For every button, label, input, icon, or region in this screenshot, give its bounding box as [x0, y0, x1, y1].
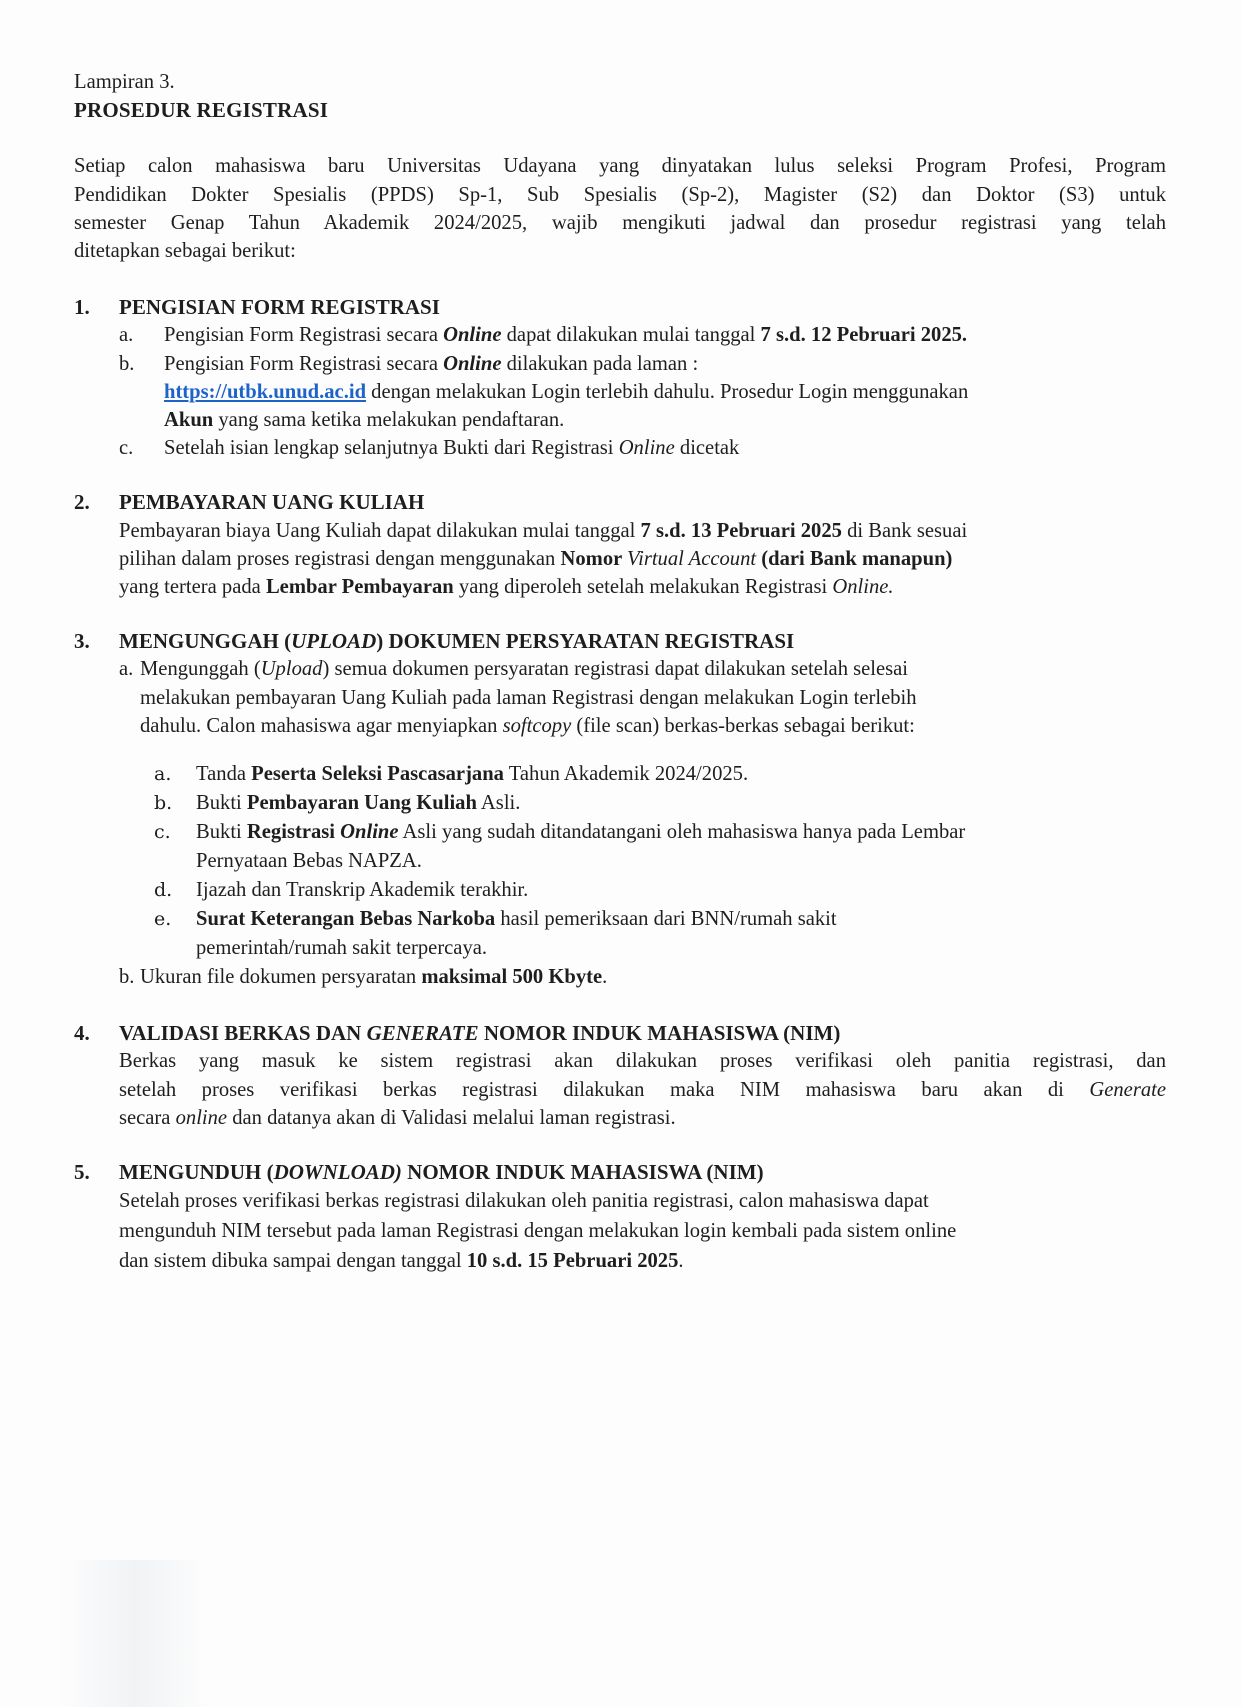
text: secara: [119, 1106, 176, 1129]
section-number: 3.: [74, 629, 90, 654]
text: ) semua dokumen persyaratan registrasi dapat dilakukan setelah selesai: [322, 658, 909, 681]
text: MENGUNGGAH (: [119, 629, 292, 654]
section-heading: [74, 1158, 1166, 1186]
sub-item-label: b.: [119, 966, 135, 989]
sub-item: [74, 655, 1166, 740]
date-range: 7 s.d. 13 Pebruari 2025: [640, 519, 842, 542]
section-body: [74, 1047, 1166, 1132]
text: Pembayaran biaya Uang Kuliah dapat dilakukan mulai tanggal: [119, 519, 641, 542]
section-4: [74, 1019, 1166, 1132]
text-bold: Registrasi: [246, 821, 341, 844]
text: NOMOR INDUK MAHASISWA (NIM): [478, 1021, 841, 1046]
text-bold: Peserta Seleksi Pascasarjana: [251, 763, 504, 786]
text: ) DOKUMEN PERSYARATAN REGISTRASI: [376, 629, 795, 654]
text: mengunduh NIM tersebut pada laman Registrasi dengan melakukan login kembali pada sistem online: [119, 1220, 957, 1243]
section-number: 4.: [74, 1021, 90, 1046]
list-item: [74, 760, 1166, 789]
sub-item-label: b.: [119, 352, 135, 375]
text: Berkas yang masuk ke sistem registrasi akan dilakukan proses verifikasi oleh panitia registrasi, dan: [119, 1050, 1166, 1073]
text: VALIDASI BERKAS DAN: [119, 1021, 367, 1046]
text-italic: Upload: [260, 658, 323, 681]
list-item: [74, 876, 1166, 905]
text: NOMOR INDUK MAHASISWA (NIM): [401, 1160, 764, 1185]
intro-line: Setiap calon mahasiswa baru Universitas Udayana yang dinyatakan lulus seleksi Program Profesi, Program: [74, 155, 1166, 178]
registration-link[interactable]: https://utbk.unud.ac.id: [164, 380, 367, 403]
text: Tahun Akademik 2024/2025.: [503, 763, 749, 786]
list-item-label: a.: [154, 763, 172, 786]
list-item-label: d.: [154, 879, 173, 902]
list-item-label: b.: [154, 792, 173, 815]
section-title: [119, 1021, 840, 1045]
text: MENGUNDUH (: [119, 1160, 274, 1185]
text-italic: DOWNLOAD): [273, 1160, 402, 1185]
text-bold: Lembar Pembayaran: [265, 576, 454, 599]
document-title: PROSEDUR REGISTRASI: [74, 98, 329, 123]
text: dengan melakukan Login terlebih dahulu. Prosedur Login menggunakan: [366, 380, 969, 403]
text-italic: Online.: [832, 576, 894, 599]
text: yang tertera pada: [119, 576, 266, 599]
text: Bukti: [196, 792, 247, 815]
section-body: [74, 517, 1166, 602]
text-italic: UPLOAD: [291, 629, 377, 654]
text: melakukan pembayaran Uang Kuliah pada laman Registrasi dengan melakukan Login terlebih: [140, 686, 917, 709]
sub-item: [74, 350, 1166, 435]
section-title: PENGISIAN FORM REGISTRASI: [119, 295, 440, 320]
section-number: 1.: [74, 295, 90, 320]
text-italic: Generate: [1089, 1078, 1166, 1101]
section-heading: [74, 488, 1166, 516]
text: .: [602, 966, 608, 989]
text-bold: Pembayaran Uang Kuliah: [246, 792, 477, 815]
list-item-label: c.: [154, 821, 171, 844]
text: Pernyataan Bebas NAPZA.: [196, 850, 422, 873]
text: hasil pemeriksaan dari BNN/rumah sakit: [495, 908, 837, 931]
section-3: [74, 627, 1166, 991]
text-bold: (dari Bank manapun): [756, 547, 953, 570]
text: setelah proses verifikasi berkas registrasi dilakukan maka NIM mahasiswa baru akan di: [119, 1078, 1090, 1101]
sub-item-label: c.: [119, 437, 134, 460]
text: yang diperoleh setelah melakukan Registrasi: [453, 576, 833, 599]
sub-item: [74, 434, 1166, 462]
sub-item-label: a.: [119, 324, 134, 347]
text-bold-italic: Online: [443, 352, 502, 375]
sub-item: [74, 963, 1166, 991]
section-heading: [74, 1019, 1166, 1047]
text: dahulu. Calon mahasiswa agar menyiapkan: [140, 714, 503, 737]
date-range: 7 s.d. 12 Pebruari 2025.: [760, 324, 968, 347]
section-body: [74, 1186, 1166, 1276]
list-item: [74, 818, 1166, 876]
sub-item-label: a.: [119, 658, 134, 681]
section-heading: [74, 627, 1166, 655]
text: dapat dilakukan mulai tanggal: [501, 324, 761, 347]
list-item: [74, 905, 1166, 963]
section-title: [119, 1160, 764, 1184]
text: (file scan) berkas-berkas sebagai berikut:: [571, 714, 915, 737]
required-documents-list: [74, 760, 1166, 963]
text-bold: Surat Keterangan Bebas Narkoba: [196, 908, 496, 931]
intro-paragraph: [74, 152, 1166, 265]
date-range: 10 s.d. 15 Pebruari 2025: [466, 1250, 679, 1273]
section-number: 5.: [74, 1160, 90, 1185]
text: .: [678, 1250, 684, 1273]
text: Bukti: [196, 821, 247, 844]
text: Asli.: [476, 792, 521, 815]
text: Asli yang sudah ditandatangani oleh mahasiswa hanya pada Lembar: [398, 821, 966, 844]
text: di Bank sesuai: [841, 519, 968, 542]
text: yang sama ketika melakukan pendaftaran.: [213, 409, 565, 432]
text: dilakukan pada laman :: [501, 352, 699, 375]
text: dicetak: [674, 437, 740, 460]
text: Setelah proses verifikasi berkas registrasi dilakukan oleh panitia registrasi, calon mahasiswa dapat: [119, 1190, 929, 1213]
text: Mengunggah (: [140, 658, 261, 681]
intro-line: Pendidikan Dokter Spesialis (PPDS) Sp-1, Sub Spesialis (Sp-2), Magister (S2) dan Doktor (S3) untuk: [74, 183, 1166, 206]
text: pilihan dalam proses registrasi dengan menggunakan: [119, 547, 561, 570]
text-bold-italic: Online: [340, 821, 399, 844]
text-bold-italic: Online: [443, 324, 502, 347]
text: pemerintah/rumah sakit terpercaya.: [196, 937, 488, 960]
text: Ijazah dan Transkrip Akademik terakhir.: [196, 879, 529, 902]
text: Setelah isian lengkap selanjutnya Bukti dari Registrasi: [164, 437, 619, 460]
intro-line: semester Genap Tahun Akademik 2024/2025, wajib mengikuti jadwal dan prosedur registrasi yang telah: [74, 211, 1166, 234]
section-2: [74, 488, 1166, 601]
text: Tanda: [196, 763, 252, 786]
intro-line: ditetapkan sebagai berikut:: [74, 240, 296, 263]
attachment-label: Lampiran 3.: [74, 71, 175, 93]
section-title: [119, 629, 794, 653]
text-italic: GENERATE: [366, 1021, 479, 1046]
text-italic: softcopy: [502, 714, 572, 737]
text-italic: Online: [618, 437, 675, 460]
sub-item: [74, 321, 1166, 349]
text: dan datanya akan di Validasi melalui laman registrasi.: [227, 1106, 676, 1129]
text: Pengisian Form Registrasi secara: [164, 352, 444, 375]
text-italic: Virtual Account: [627, 547, 757, 570]
text-bold: Nomor: [560, 547, 628, 570]
scan-smudge: [60, 1560, 210, 1707]
text-italic: online: [175, 1106, 228, 1129]
document-page: [74, 68, 1166, 1276]
text: Pengisian Form Registrasi secara: [164, 324, 444, 347]
text-bold: Akun: [164, 409, 214, 432]
list-item-label: e.: [154, 908, 172, 931]
text: dan sistem dibuka sampai dengan tanggal: [119, 1250, 467, 1273]
section-heading: [74, 293, 1166, 321]
section-1: [74, 293, 1166, 462]
section-title: PEMBAYARAN UANG KULIAH: [119, 490, 425, 515]
section-5: [74, 1158, 1166, 1276]
text: Ukuran file dokumen persyaratan: [140, 966, 422, 989]
text-bold: maksimal 500 Kbyte: [421, 966, 603, 989]
list-item: [74, 789, 1166, 818]
section-number: 2.: [74, 490, 90, 515]
